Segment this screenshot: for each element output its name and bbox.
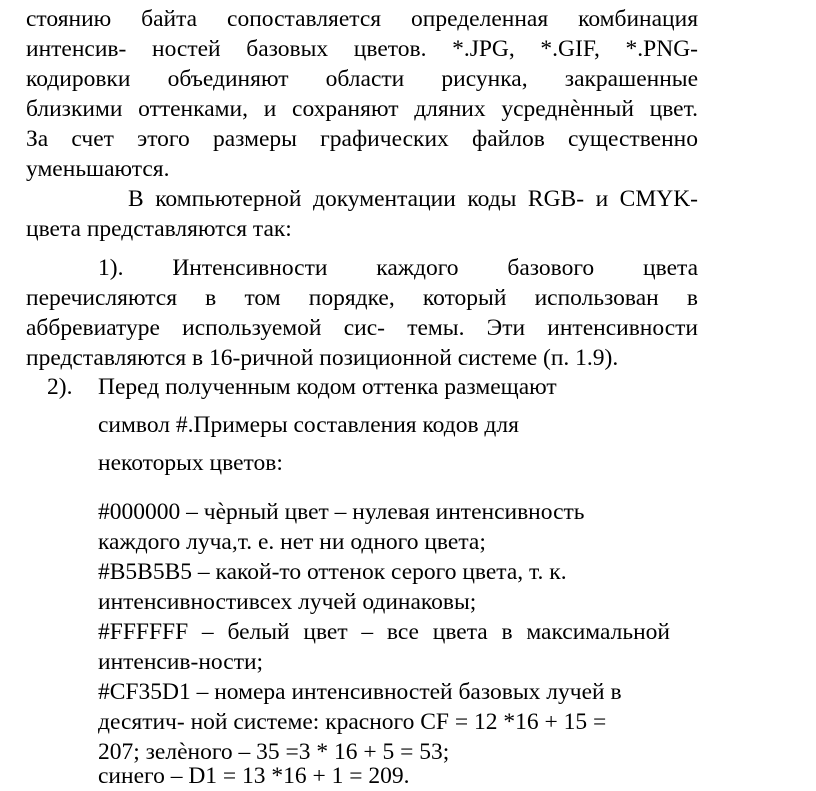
example-black-line-2: каждого луча,т. е. нет ни одного цвета; <box>98 529 486 555</box>
paragraph1-line-1: стоянию байта сопоставляется определенная комбинация <box>26 6 698 32</box>
item2-line-1: Перед полученным кодом оттенка размещают <box>98 374 557 400</box>
item2-line-3: некоторых цветов: <box>98 450 283 476</box>
paragraph1-line-2: интенсив- ностей базовых цветов. *.JPG, *.GIF, *.PNG- <box>26 36 698 62</box>
example-black-line-1: #000000 – чѐрный цвет – нулевая интенсивность <box>98 499 585 525</box>
example-white-line-2: интенсив-ности; <box>98 649 264 675</box>
example-cf35d1-line-1: #CF35D1 – номера интенсивностей базовых лучей в <box>98 679 622 705</box>
paragraph2-line-2: цвета представляются так: <box>26 216 292 242</box>
item2-number: 2). <box>47 374 73 400</box>
example-cf35d1-line-2: десятич- ной системе: красного CF = 12 *16 + 15 = <box>98 709 607 735</box>
paragraph1-line-4: близкими оттенками, и сохраняют дляних усреднѐнный цвет. <box>26 96 698 122</box>
item1-line-3: аббревиатуре используемой сис- темы. Эти интенсивности <box>26 315 698 341</box>
item2-line-2: символ #.Примеры составления кодов для <box>98 412 519 438</box>
example-cf35d1-line-3: 207; зелѐного – 35 =3 * 16 + 5 = 53; <box>98 739 450 765</box>
item1-line-4: представляются в 16-ричной позиционной системе (п. 1.9). <box>26 345 619 371</box>
item1-line-2: перечисляются в том порядке, который использован в <box>26 285 698 311</box>
example-white-line-1: #FFFFFF – белый цвет – все цвета в максимальной <box>98 619 670 645</box>
example-cf35d1-line-4: синего – D1 = 13 *16 + 1 = 209. <box>98 763 410 789</box>
paragraph1-line-5: За счет этого размеры графических файлов существенно <box>26 126 698 152</box>
paragraph1-line-6: уменьшаются. <box>26 156 170 182</box>
example-gray-line-2: интенсивностивсех лучей одинаковы; <box>98 589 477 615</box>
example-gray-line-1: #B5B5B5 – какой-то оттенок серого цвета, т. к. <box>98 559 567 585</box>
paragraph1-line-3: кодировки объединяют области рисунка, закрашенные <box>26 66 698 92</box>
paragraph2-line-1: В компьютерной документации коды RGB- и CMYK- <box>128 186 698 212</box>
item1-line-1: 1). Интенсивности каждого базового цвета <box>98 255 698 281</box>
